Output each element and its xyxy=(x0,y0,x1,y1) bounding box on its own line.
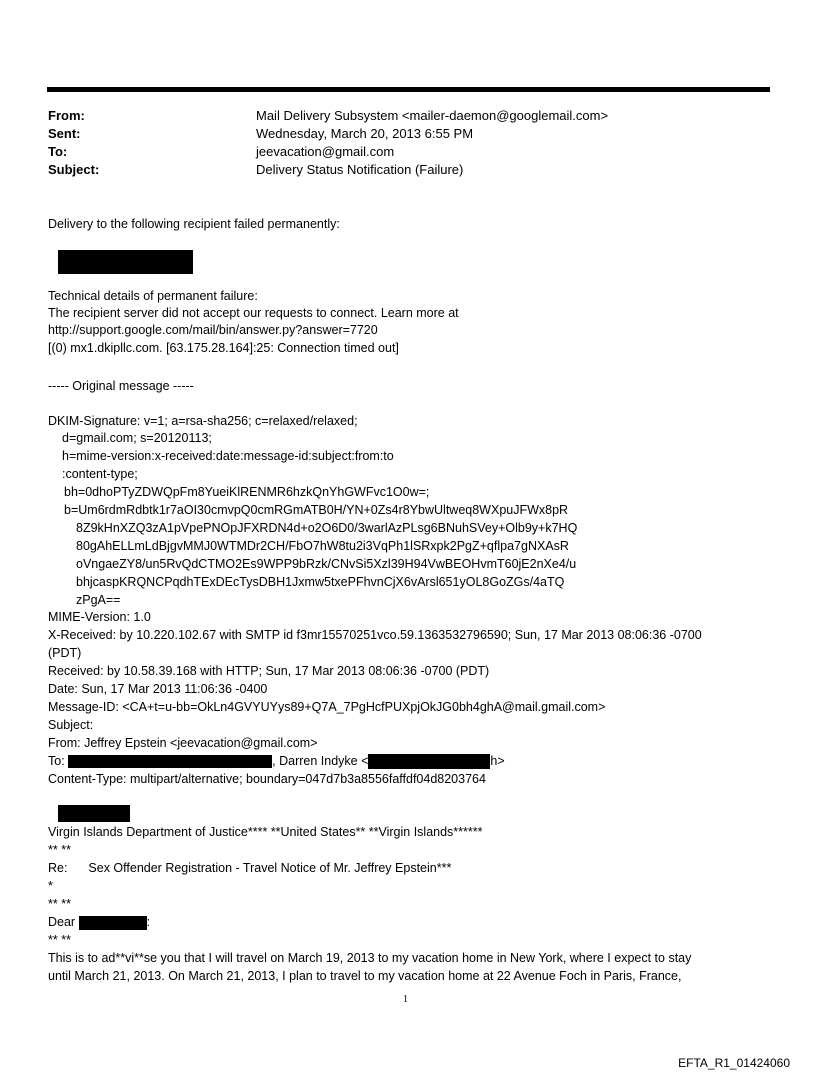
dear-word: Dear xyxy=(48,915,76,929)
subject-line: Subject: xyxy=(48,718,94,732)
footer-document-id: EFTA_R1_01424060 xyxy=(678,1056,790,1070)
dkim-line: 8Z9kHnXZQ3zA1pVpePNOpJFXRDN4d+o2O6D0/3warlAzPLsg6BNuhSVey+Olb9y+k7HQ xyxy=(76,521,578,535)
paragraph-line-1: This is to ad**vi**se you that I will travel on March 19, 2013 to my vacation home in New York, where I expect to stay xyxy=(48,951,692,965)
dear-line xyxy=(48,914,150,931)
re-line xyxy=(48,860,451,877)
to-suffix: h> xyxy=(490,754,505,768)
x-received-line-1: X-Received: by 10.220.102.67 with SMTP id f3mr15570251vco.59.1363532796590; Sun, 17 Mar 2013 08:06:36 -0700 xyxy=(48,628,702,642)
x-received-line-2: (PDT) xyxy=(48,646,82,660)
mime-version-line: MIME-Version: 1.0 xyxy=(48,610,151,624)
page-number: 1 xyxy=(403,994,408,1005)
redaction-block xyxy=(58,805,130,822)
to-prefix: To: xyxy=(48,754,65,768)
dkim-line: bh=0dhoPTyZDWQpFm8YueiKlRENMR6hzkQnYhGWFvc1O0w=; xyxy=(64,485,430,499)
star-line: * xyxy=(48,879,53,893)
from-line: From: Jeffrey Epstein <jeevacation@gmail.com> xyxy=(48,736,318,750)
from-value: Mail Delivery Subsystem <mailer-daemon@googlemail.com> xyxy=(256,108,609,123)
stars-line: ** ** xyxy=(48,933,71,947)
received-line: Received: by 10.58.39.168 with HTTP; Sun, 17 Mar 2013 08:06:36 -0700 (PDT) xyxy=(48,664,490,678)
sent-value: Wednesday, March 20, 2013 6:55 PM xyxy=(256,126,474,141)
dkim-line: b=Um6rdmRdbtk1r7aOI30cmvpQ0cmRGmATB0H/YN+0Zs4r8YbwUltweq8WXpuJFWx8pR xyxy=(64,503,569,517)
original-message-divider: ----- Original message ----- xyxy=(48,379,194,393)
to-value: jeevacation@gmail.com xyxy=(256,144,395,159)
date-line: Date: Sun, 17 Mar 2013 11:06:36 -0400 xyxy=(48,682,268,696)
redaction-block xyxy=(58,250,193,274)
dear-colon: : xyxy=(146,915,151,929)
dkim-line: DKIM-Signature: v=1; a=rsa-sha256; c=relaxed/relaxed; xyxy=(48,414,358,428)
tech-line-1: The recipient server did not accept our requests to connect. Learn more at xyxy=(48,306,459,320)
subject-label: Subject: xyxy=(48,162,100,177)
stars-line: ** ** xyxy=(48,843,71,857)
redaction-block xyxy=(79,916,147,930)
intro-line: Delivery to the following recipient failed permanently: xyxy=(48,217,340,231)
dkim-line: bhjcaspKRQNCPqdhTExDEcTysDBH1Jxmw5txePFhvnCjX6vArsl651yOL8GoZGs/4aTQ xyxy=(76,575,565,589)
message-id-line: Message-ID: <CA+t=u-bb=OkLn4GVYUYys89+Q7A_7PgHcfPUXpjOkJG0bh4ghA@mail.gmail.com> xyxy=(48,700,606,714)
redaction-block xyxy=(368,754,490,769)
tech-title: Technical details of permanent failure: xyxy=(48,289,258,303)
dkim-line: d=gmail.com; s=20120113; xyxy=(62,431,212,445)
sent-label: Sent: xyxy=(48,126,81,141)
to-line xyxy=(48,753,505,770)
from-label: From: xyxy=(48,108,85,123)
tech-line-3: [(0) mx1.dkipllc.com. [63.175.28.164]:25: Connection timed out] xyxy=(48,341,399,355)
dkim-line: :content-type; xyxy=(62,467,138,481)
vi-doj-line: Virgin Islands Department of Justice**** **United States** **Virgin Islands****** xyxy=(48,825,483,839)
subject-value: Delivery Status Notification (Failure) xyxy=(256,162,464,177)
redaction-block xyxy=(68,755,272,768)
re-text: Sex Offender Registration - Travel Notice of Mr. Jeffrey Epstein*** xyxy=(88,861,452,875)
to-middle: , Darren Indyke < xyxy=(272,754,369,768)
paragraph-line-2: until March 21, 2013. On March 21, 2013, I plan to travel to my vacation home at 22 Avenue Foch in Paris, France, xyxy=(48,969,682,983)
to-label: To: xyxy=(48,144,68,159)
dkim-line: 80gAhELLmLdBjgvMMJ0WTMDr2CH/FbO7hW8tu2i3VqPh1lSRxpk2PgZ+qflpa7gNXAsR xyxy=(76,539,569,553)
re-label: Re: xyxy=(48,861,68,875)
header-rule xyxy=(47,87,770,92)
tech-line-2: http://support.google.com/mail/bin/answer.py?answer=7720 xyxy=(48,323,378,337)
dkim-line: h=mime-version:x-received:date:message-id:subject:from:to xyxy=(62,449,394,463)
content-type-line: Content-Type: multipart/alternative; boundary=047d7b3a8556faffdf04d8203764 xyxy=(48,772,486,786)
dkim-line: oVngaeZY8/un5RvQdCTMO2Es9WPP9bRzk/CNvSi5Xzl39H94VwBEOHvmT60jE2nXe4/u xyxy=(76,557,577,571)
dkim-line: zPgA== xyxy=(76,593,121,607)
stars-line: ** ** xyxy=(48,897,71,911)
